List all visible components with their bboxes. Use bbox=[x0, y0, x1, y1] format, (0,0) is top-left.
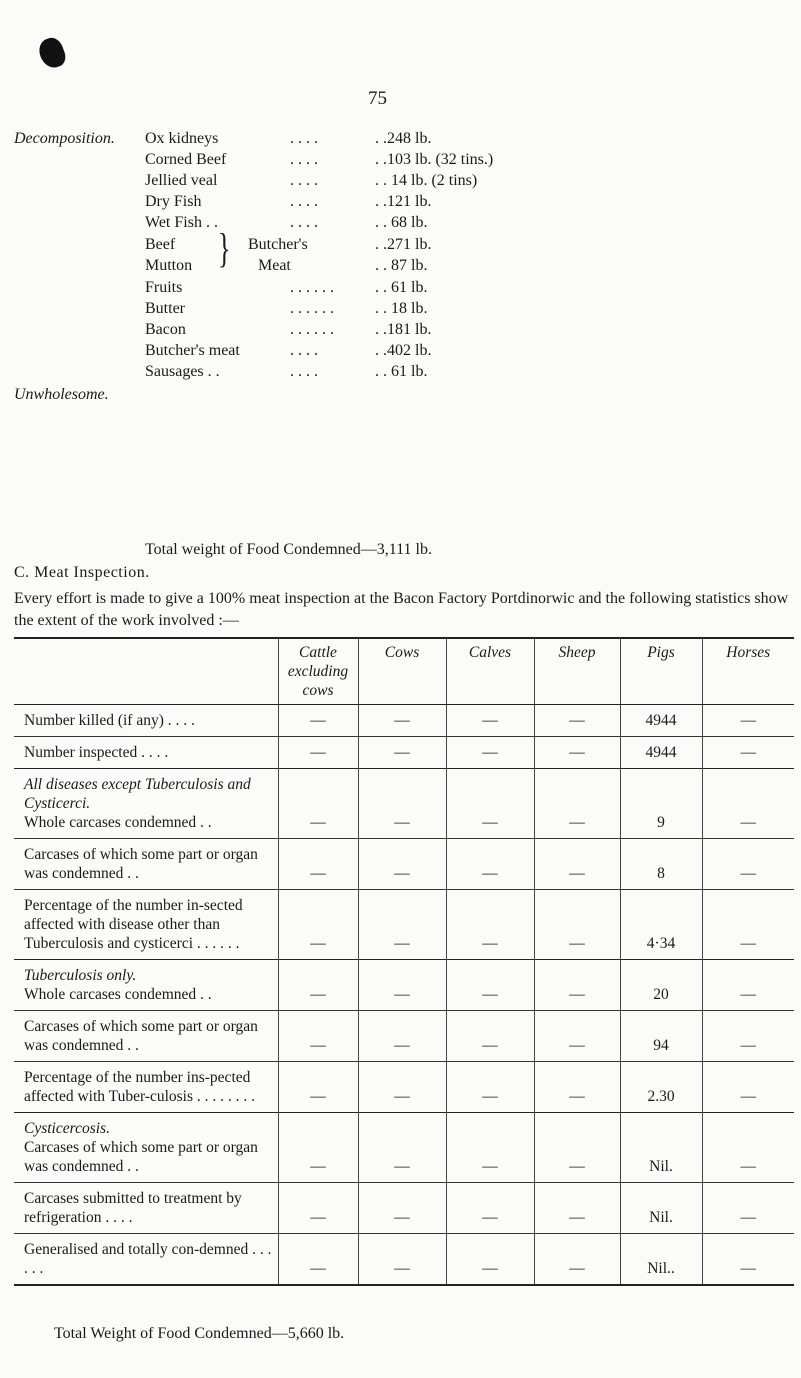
table-cell: Nil. bbox=[620, 1183, 702, 1234]
table-cell: — bbox=[358, 1183, 446, 1234]
table-cell: 8 bbox=[620, 839, 702, 890]
row-label: Whole carcases condemned . . bbox=[24, 814, 212, 831]
item-quantity: . . 87 lb. bbox=[375, 257, 428, 274]
table-row bbox=[14, 1183, 794, 1234]
row-label: Number inspected . . . . bbox=[24, 744, 169, 761]
item-name: Corned Beef bbox=[145, 151, 227, 168]
table-cell: — bbox=[446, 1234, 534, 1286]
column-header: Calves bbox=[446, 638, 534, 705]
table-row bbox=[14, 1011, 794, 1062]
table-cell: 9 bbox=[620, 769, 702, 839]
table-cell: 20 bbox=[620, 960, 702, 1011]
table-cell: — bbox=[278, 960, 358, 1011]
item-quantity: . . 18 lb. bbox=[375, 300, 428, 317]
table-cell: — bbox=[446, 839, 534, 890]
table-cell: — bbox=[446, 1183, 534, 1234]
table-cell: — bbox=[358, 737, 446, 769]
footer-total: Total Weight of Food Condemned—5,660 lb. bbox=[54, 1325, 345, 1342]
table-cell: — bbox=[446, 960, 534, 1011]
table-row bbox=[14, 769, 794, 839]
table-cell: — bbox=[278, 1062, 358, 1113]
row-label-cell bbox=[14, 705, 278, 737]
table-cell: — bbox=[446, 705, 534, 737]
table-cell: — bbox=[358, 839, 446, 890]
column-header: Horses bbox=[702, 638, 794, 705]
row-label: Carcases of which some part or organ was condemned . . bbox=[24, 1018, 258, 1054]
table-cell: — bbox=[358, 960, 446, 1011]
table-cell: — bbox=[358, 705, 446, 737]
row-label-cell bbox=[14, 1234, 278, 1286]
item-name: Butter bbox=[145, 300, 185, 317]
table-cell: — bbox=[702, 705, 794, 737]
table-cell: — bbox=[534, 1113, 620, 1183]
row-label: Number killed (if any) . . . . bbox=[24, 712, 195, 729]
meat-inspection-table bbox=[14, 637, 794, 1286]
table-cell: — bbox=[446, 890, 534, 960]
table-cell: — bbox=[702, 1062, 794, 1113]
item-quantity: . .103 lb. (32 tins.) bbox=[375, 151, 494, 168]
table-cell: — bbox=[702, 1113, 794, 1183]
table-cell: — bbox=[534, 1183, 620, 1234]
row-label: Percentage of the number in-sected affected with disease other than Tuberculosis and cysticerci . . . . . . bbox=[24, 897, 243, 952]
table-cell: — bbox=[534, 1234, 620, 1286]
table-cell: Nil.. bbox=[620, 1234, 702, 1286]
table-cell: — bbox=[702, 839, 794, 890]
table-cell: — bbox=[278, 1234, 358, 1286]
row-label-cell bbox=[14, 839, 278, 890]
item-name: Ox kidneys bbox=[145, 130, 219, 147]
total-condemned: Total weight of Food Condemned—3,111 lb. bbox=[145, 541, 432, 558]
table-row bbox=[14, 890, 794, 960]
table-cell: — bbox=[534, 737, 620, 769]
table-cell: — bbox=[534, 769, 620, 839]
item-name: Bacon bbox=[145, 321, 186, 338]
table-cell: — bbox=[702, 769, 794, 839]
row-label-cell bbox=[14, 890, 278, 960]
row-label-cell bbox=[14, 960, 278, 1011]
item-dots: . . . . . . bbox=[290, 300, 334, 317]
row-label-cell bbox=[14, 1062, 278, 1113]
table-cell: — bbox=[702, 737, 794, 769]
item-dots: Meat bbox=[258, 257, 291, 274]
row-label-cell bbox=[14, 1183, 278, 1234]
table-cell: — bbox=[702, 1011, 794, 1062]
row-group-heading: All diseases except Tuberculosis and Cysticerci. bbox=[24, 776, 251, 812]
table-cell: — bbox=[446, 1113, 534, 1183]
row-label: Carcases of which some part or organ was condemned . . bbox=[24, 1139, 258, 1175]
table-cell: — bbox=[446, 769, 534, 839]
row-label: Percentage of the number ins-pected affected with Tuber-culosis . . . . . . . . bbox=[24, 1069, 256, 1105]
item-quantity: . .402 lb. bbox=[375, 342, 432, 359]
table-row bbox=[14, 705, 794, 737]
table-row bbox=[14, 1234, 794, 1286]
table-cell: — bbox=[702, 890, 794, 960]
table-cell: — bbox=[358, 1062, 446, 1113]
item-quantity: . . 61 lb. bbox=[375, 363, 428, 380]
column-header: Cows bbox=[358, 638, 446, 705]
table-cell: — bbox=[358, 890, 446, 960]
item-quantity: . .121 lb. bbox=[375, 193, 432, 210]
item-dots: . . . . bbox=[290, 363, 318, 380]
item-quantity: . .271 lb. bbox=[375, 236, 432, 253]
table-cell: — bbox=[446, 737, 534, 769]
item-dots: . . . . bbox=[290, 151, 318, 168]
table-cell: — bbox=[534, 890, 620, 960]
item-quantity: . . 14 lb. (2 tins) bbox=[375, 172, 478, 189]
item-dots: . . . . bbox=[290, 342, 318, 359]
table-cell: — bbox=[278, 839, 358, 890]
item-dots: Butcher's bbox=[248, 236, 308, 253]
table-row bbox=[14, 1113, 794, 1183]
item-quantity: . . 68 lb. bbox=[375, 214, 428, 231]
table-row bbox=[14, 960, 794, 1011]
table-cell: 4944 bbox=[620, 737, 702, 769]
table-cell: — bbox=[278, 769, 358, 839]
table-cell: — bbox=[702, 1234, 794, 1286]
table-cell: — bbox=[358, 1234, 446, 1286]
table-cell: 94 bbox=[620, 1011, 702, 1062]
item-name: Wet Fish . . bbox=[145, 214, 218, 231]
table-cell: 2.30 bbox=[620, 1062, 702, 1113]
item-name: Dry Fish bbox=[145, 193, 202, 210]
item-dots: . . . . bbox=[290, 130, 318, 147]
row-label: Generalised and totally con-demned . . . . . . bbox=[24, 1241, 272, 1277]
table-cell: Nil. bbox=[620, 1113, 702, 1183]
item-name: Fruits bbox=[145, 279, 183, 296]
item-quantity: . .181 lb. bbox=[375, 321, 432, 338]
table-cell: — bbox=[278, 890, 358, 960]
item-dots: . . . . . . bbox=[290, 279, 334, 296]
item-name: Butcher's meat bbox=[145, 342, 240, 359]
table-cell: — bbox=[534, 705, 620, 737]
row-label-cell bbox=[14, 769, 278, 839]
row-label: Carcases of which some part or organ was condemned . . bbox=[24, 846, 258, 882]
table-cell: — bbox=[534, 1011, 620, 1062]
item-name: Beef bbox=[145, 236, 176, 253]
table-body bbox=[14, 705, 794, 1286]
column-header bbox=[14, 638, 278, 705]
table-cell: — bbox=[278, 705, 358, 737]
table-cell: — bbox=[278, 1183, 358, 1234]
table-cell: — bbox=[534, 839, 620, 890]
row-label: Carcases submitted to treatment by refrigeration . . . . bbox=[24, 1190, 242, 1226]
table-cell: 4944 bbox=[620, 705, 702, 737]
intro-paragraph: Every effort is made to give a 100% meat inspection at the Bacon Factory Portdinorwic and the following statistics show the extent of the work involved :— bbox=[14, 590, 789, 629]
item-name: Jellied veal bbox=[145, 172, 218, 189]
item-dots: . . . . bbox=[290, 214, 318, 231]
item-dots: . . . . bbox=[290, 172, 318, 189]
table-row bbox=[14, 737, 794, 769]
table-row bbox=[14, 1062, 794, 1113]
table-cell: — bbox=[446, 1062, 534, 1113]
table-cell: — bbox=[702, 1183, 794, 1234]
heading-unwholesome: Unwholesome. bbox=[14, 386, 109, 403]
row-label: Whole carcases condemned . . bbox=[24, 986, 212, 1003]
table-cell: — bbox=[278, 1011, 358, 1062]
table-header-row bbox=[14, 638, 794, 705]
table-cell: — bbox=[278, 1113, 358, 1183]
table-cell: — bbox=[534, 1062, 620, 1113]
column-header: Pigs bbox=[620, 638, 702, 705]
row-label-cell bbox=[14, 1113, 278, 1183]
brace-symbol: } bbox=[218, 225, 231, 272]
table-cell: 4·34 bbox=[620, 890, 702, 960]
row-group-heading: Cysticercosis. bbox=[24, 1120, 110, 1137]
item-name: Sausages . . bbox=[145, 363, 220, 380]
section-title: C. Meat Inspection. bbox=[14, 564, 150, 581]
table-cell: — bbox=[358, 769, 446, 839]
item-name: Mutton bbox=[145, 257, 193, 274]
row-label-cell bbox=[14, 1011, 278, 1062]
table-cell: — bbox=[702, 960, 794, 1011]
table-cell: — bbox=[534, 960, 620, 1011]
item-quantity: . .248 lb. bbox=[375, 130, 432, 147]
row-group-heading: Tuberculosis only. bbox=[24, 967, 137, 984]
ink-blot bbox=[36, 35, 69, 71]
row-label-cell bbox=[14, 737, 278, 769]
item-quantity: . . 61 lb. bbox=[375, 279, 428, 296]
table-cell: — bbox=[278, 737, 358, 769]
table-cell: — bbox=[446, 1011, 534, 1062]
table-row bbox=[14, 839, 794, 890]
column-header: Sheep bbox=[534, 638, 620, 705]
table-cell: — bbox=[358, 1113, 446, 1183]
heading-decomposition: Decomposition. bbox=[14, 130, 115, 147]
column-header: Cattle excluding cows bbox=[278, 638, 358, 705]
item-dots: . . . . bbox=[290, 193, 318, 210]
item-dots: . . . . . . bbox=[290, 321, 334, 338]
table-cell: — bbox=[358, 1011, 446, 1062]
page-number: 75 bbox=[368, 88, 387, 109]
